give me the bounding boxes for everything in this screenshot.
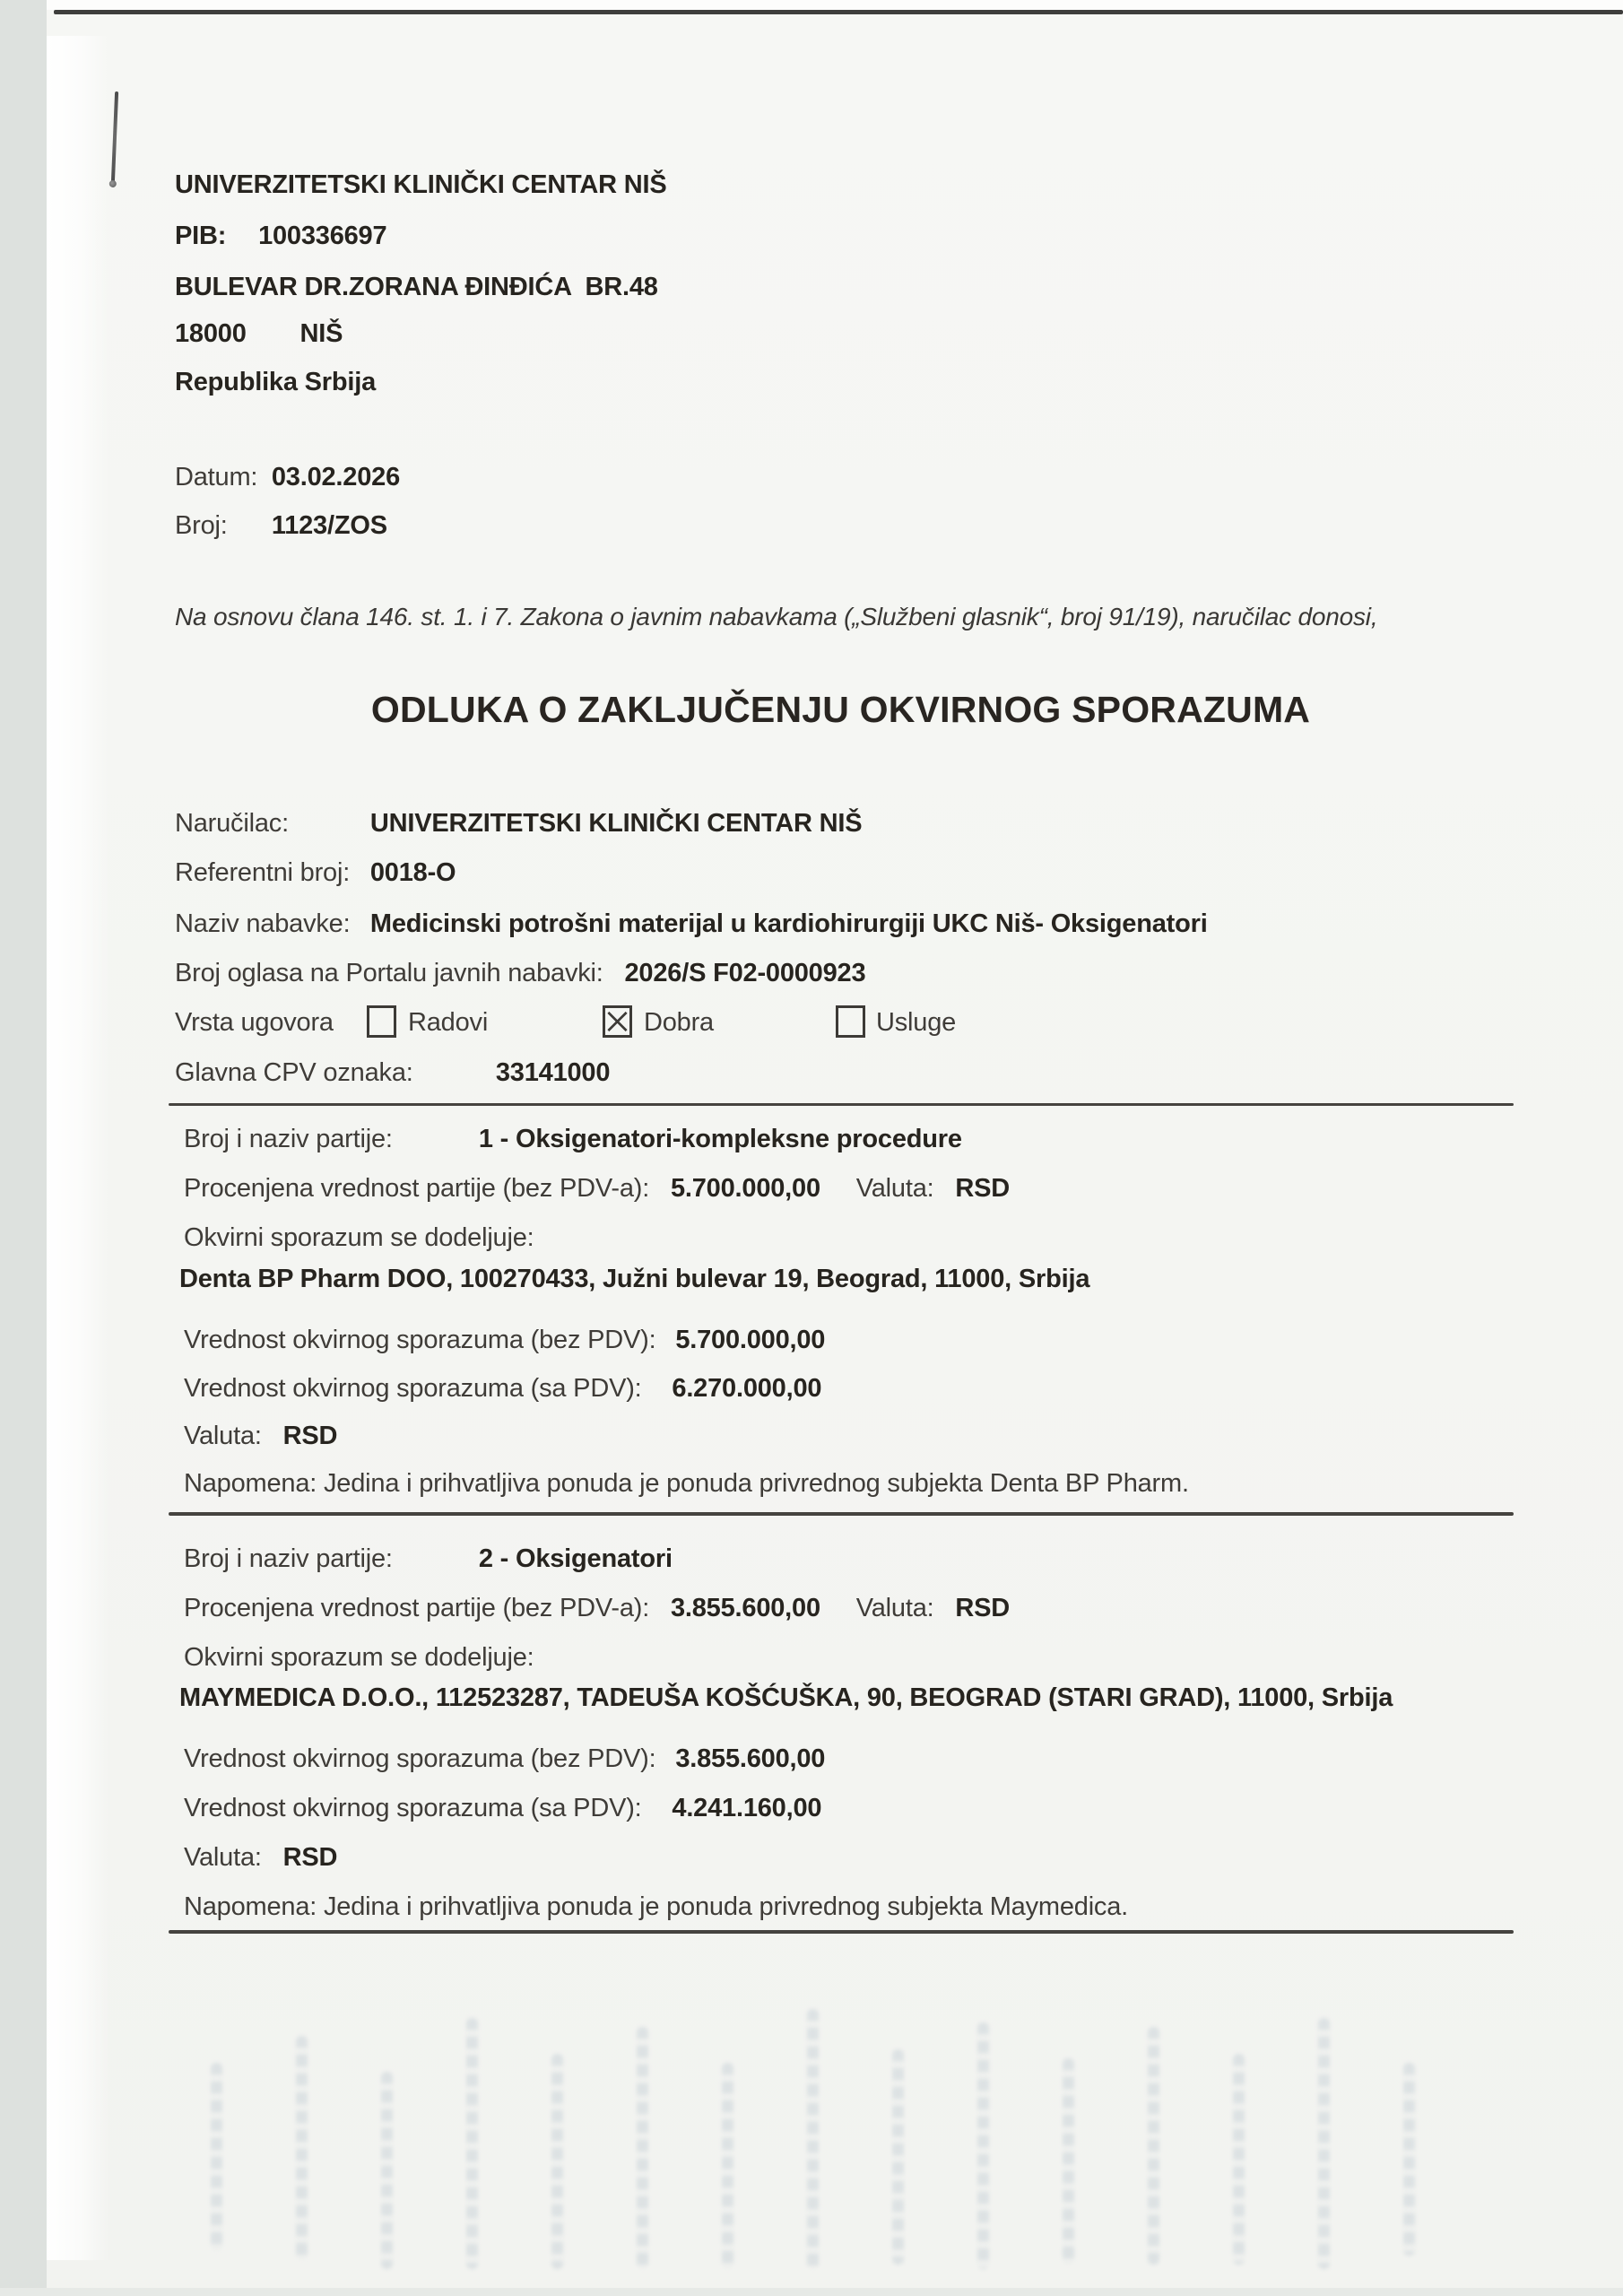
- client-row: [175, 809, 862, 839]
- section-divider: [169, 1103, 1514, 1106]
- estimated-value: 3.855.600,00: [670, 1594, 820, 1622]
- portal-label: Broj oglasa na Portalu javnih nabavki:: [175, 959, 603, 987]
- lot1-note: Napomena: Jedina i prihvatljiva ponuda je ponuda privrednog subjekta Denta BP Pharm.: [184, 1469, 1189, 1498]
- bleed-through-artifact: [637, 2027, 648, 2269]
- lot1-gross-row: [184, 1374, 821, 1404]
- pib-label: PIB:: [175, 222, 227, 250]
- lot-value: 2 - Oksigenatori: [478, 1544, 673, 1573]
- country-line: Republika Srbija: [175, 368, 377, 396]
- contract-type-option-usluge: Usluge: [876, 1008, 957, 1037]
- bleed-through-artifact: [466, 2018, 478, 2269]
- gross-label: Vrednost okvirnog sporazuma (sa PDV):: [184, 1794, 642, 1822]
- lot2-title-row: [184, 1544, 673, 1574]
- lot1-estimated-row: [184, 1174, 1010, 1204]
- bleed-through-artifact: [977, 2022, 989, 2269]
- lot2-awardee: MAYMEDICA D.O.O., 112523287, TADEUŠA KOŠĆUŠKA, 90, BEOGRAD (STARI GRAD), 11000, Srbija: [179, 1683, 1393, 1712]
- contract-type-option-radovi: Radovi: [408, 1008, 489, 1037]
- currency-label: Valuta:: [184, 1422, 262, 1450]
- pib-value: 100336697: [258, 222, 387, 250]
- lot1-title-row: [184, 1125, 962, 1154]
- lot1-award-label: Okvirni sporazum se dodeljuje:: [184, 1223, 534, 1252]
- currency-label: Valuta:: [184, 1843, 262, 1872]
- date-label: Datum:: [175, 463, 258, 491]
- address-line: BULEVAR DR.ZORANA ĐINĐIĆA BR.48: [175, 273, 658, 301]
- reference-value: 0018-O: [369, 858, 456, 887]
- currency-value: RSD: [955, 1594, 1010, 1622]
- client-value: UNIVERZITETSKI KLINIČKI CENTAR NIŠ: [369, 809, 863, 838]
- portal-value: 2026/S F02-0000923: [624, 959, 866, 987]
- bleed-through-artifact: [211, 2063, 222, 2251]
- lot1-net-row: [184, 1326, 825, 1355]
- scan-edge-shadow: [54, 10, 1623, 14]
- net-value: 5.700.000,00: [675, 1326, 826, 1354]
- reference-row: [175, 858, 456, 888]
- lot2-gross-row: [184, 1794, 821, 1823]
- date-row: [175, 463, 400, 492]
- lot-label: Broj i naziv partije:: [184, 1125, 393, 1153]
- estimated-value: 5.700.000,00: [670, 1174, 820, 1203]
- net-label: Vrednost okvirnog sporazuma (bez PDV):: [184, 1744, 656, 1773]
- cpv-row: [175, 1058, 610, 1088]
- lot2-net-row: [184, 1744, 825, 1774]
- currency-value: RSD: [282, 1422, 338, 1450]
- section-divider: [169, 1512, 1514, 1516]
- lot2-note: Napomena: Jedina i prihvatljiva ponuda je ponuda privrednog subjekta Maymedica.: [184, 1892, 1129, 1921]
- currency-label: Valuta:: [855, 1594, 934, 1622]
- estimated-label: Procenjena vrednost partije (bez PDV-a):: [184, 1174, 650, 1203]
- city-name: NIŠ: [299, 319, 343, 348]
- contract-type-option-dobra: Dobra: [644, 1008, 714, 1037]
- checkbox-radovi: [367, 1005, 396, 1038]
- paper-left-fold-highlight: [47, 36, 109, 2260]
- bleed-through-artifact: [807, 2009, 819, 2269]
- portal-row: [175, 959, 865, 988]
- pib-row: [175, 222, 386, 251]
- subject-row: [175, 909, 1208, 939]
- reference-label: Referentni broj:: [175, 858, 351, 887]
- city-row: [175, 319, 343, 349]
- contract-type-row: [175, 1008, 957, 1038]
- bleed-through-artifact: [1148, 2027, 1159, 2265]
- legal-basis-text: Na osnovu člana 146. st. 1. i 7. Zakona o javnim nabavkama („Službeni glasnik“, broj 91/19), naručilac donosi,: [175, 603, 1378, 631]
- postal-code: 18000: [175, 319, 247, 348]
- bleed-through-artifact: [722, 2063, 733, 2269]
- lot1-awardee: Denta BP Pharm DOO, 100270433, Južni bulevar 19, Beograd, 11000, Srbija: [179, 1265, 1090, 1293]
- bleed-through-artifact: [1403, 2063, 1415, 2256]
- net-label: Vrednost okvirnog sporazuma (bez PDV):: [184, 1326, 656, 1354]
- lot2-currency-row: [184, 1843, 337, 1873]
- net-value: 3.855.600,00: [675, 1744, 826, 1773]
- org-name: UNIVERZITETSKI KLINIČKI CENTAR NIŠ: [175, 170, 667, 199]
- number-label: Broj:: [175, 511, 228, 540]
- gross-label: Vrednost okvirnog sporazuma (sa PDV):: [184, 1374, 642, 1403]
- date-value: 03.02.2026: [271, 463, 401, 491]
- lot-value: 1 - Oksigenatori-kompleksne procedure: [478, 1125, 962, 1153]
- bleed-through-artifact: [1318, 2018, 1330, 2269]
- lot2-estimated-row: [184, 1594, 1010, 1623]
- currency-value: RSD: [955, 1174, 1010, 1203]
- bleed-through-artifact: [1063, 2058, 1074, 2265]
- cpv-label: Glavna CPV oznaka:: [175, 1058, 413, 1087]
- subject-label: Naziv nabavke:: [175, 909, 351, 938]
- paper-top-edge: [47, 0, 1623, 10]
- gross-value: 6.270.000,00: [672, 1374, 822, 1403]
- checkbox-usluge: [836, 1005, 865, 1038]
- section-divider: [169, 1930, 1514, 1934]
- lot-label: Broj i naziv partije:: [184, 1544, 393, 1573]
- checkbox-x-icon: [605, 1008, 629, 1035]
- lot1-currency-row: [184, 1422, 337, 1451]
- number-row: [175, 511, 387, 541]
- cpv-value: 33141000: [495, 1058, 611, 1087]
- bleed-through-artifact: [381, 2072, 393, 2269]
- estimated-label: Procenjena vrednost partije (bez PDV-a):: [184, 1594, 650, 1622]
- checkbox-dobra: [603, 1005, 632, 1038]
- bleed-through-artifact: [1233, 2054, 1245, 2265]
- bleed-through-artifact: [296, 2036, 308, 2260]
- bleed-through-artifact: [551, 2054, 563, 2269]
- currency-value: RSD: [282, 1843, 338, 1872]
- subject-value: Medicinski potrošni materijal u kardiohirurgiji UKC Niš- Oksigenatori: [369, 909, 1208, 938]
- lot2-award-label: Okvirni sporazum se dodeljuje:: [184, 1643, 534, 1672]
- number-value: 1123/ZOS: [271, 511, 387, 540]
- client-label: Naručilac:: [175, 809, 289, 838]
- scanner-bottom-edge: [0, 2288, 1623, 2296]
- currency-label: Valuta:: [855, 1174, 934, 1203]
- contract-type-label: Vrsta ugovora: [175, 1008, 334, 1037]
- document-title: ODLUKA O ZAKLJUČENJU OKVIRNOG SPORAZUMA: [370, 689, 1311, 730]
- gross-value: 4.241.160,00: [672, 1794, 822, 1822]
- bleed-through-artifact: [892, 2049, 904, 2265]
